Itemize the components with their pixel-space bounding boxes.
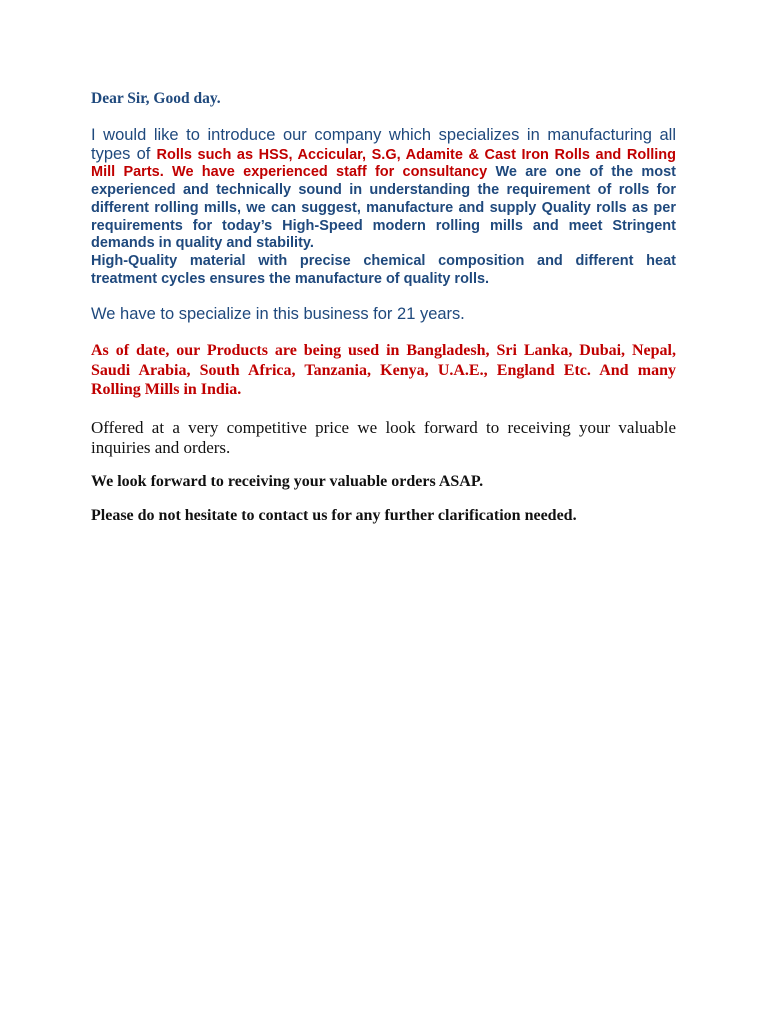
years-paragraph [91, 304, 676, 324]
company-experience-text: We are one of the most experienced and technically sound in understanding the requirement of rolls for different rolling mills, we can suggest, manufacture and supply Quality rolls as per requirements for today’s High-Speed modern rolling mills and meet Stringent demands in quality and stability. [91, 164, 676, 252]
contact-paragraph: Please do not hesitate to contact us for any further clarification needed. [91, 506, 577, 524]
years-text: We have to specialize in this business for 21 years [91, 305, 461, 324]
intro-paragraph [91, 127, 676, 253]
letter-body [91, 90, 676, 525]
intro-lead-text: I would like to introduce our company which specializes in manufacturing all types of [91, 126, 676, 163]
years-period: . [460, 304, 465, 324]
quality-paragraph: High-Quality material with precise chemical composition and different heat treatment cycles ensures the manufacture of quality rolls. [91, 252, 676, 287]
look-forward-paragraph: We look forward to receiving your valuable orders ASAP. [91, 472, 484, 490]
product-list-text: Rolls such as HSS, Accicular, S.G, Adamite & Cast Iron Rolls and Rolling Mill Parts. We have experienced staff for consultancy [91, 146, 677, 181]
offered-paragraph: Offered at a very competitive price we look forward to receiving your valuable inquiries and orders. [91, 417, 676, 458]
markets-paragraph: As of date, our Products are being used in Bangladesh, Sri Lanka, Dubai, Nepal, Saudi Arabia, South Africa, Tanzania, Kenya, U.A.E., England Etc. And many Rolling Mills in India. [91, 342, 676, 399]
greeting: Dear Sir, Good day. [91, 90, 221, 107]
